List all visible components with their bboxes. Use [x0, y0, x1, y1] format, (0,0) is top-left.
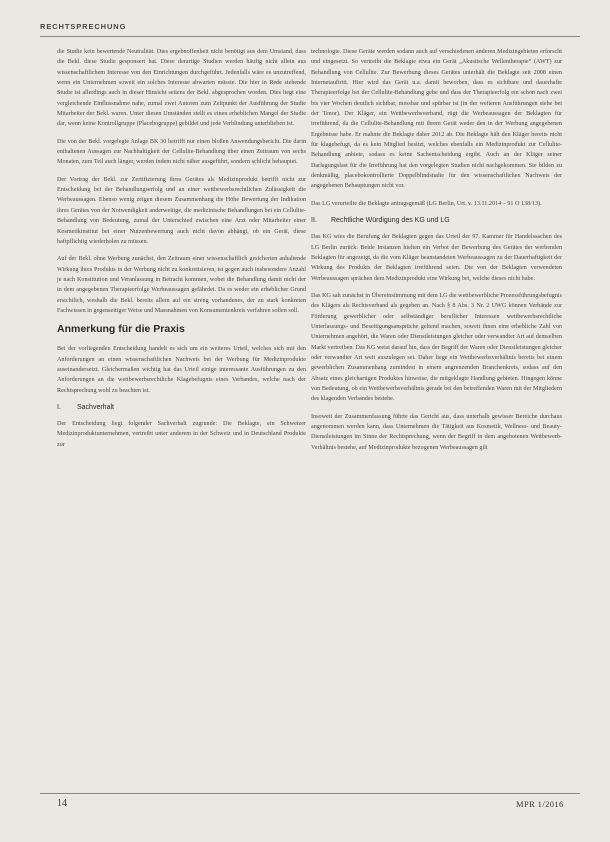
- subheading-sachverhalt: [57, 403, 306, 413]
- section-label: RECHTSPRECHUNG: [40, 22, 127, 31]
- body-paragraph: Der Vortrag der Bekl. zur Zertifizierung ihres Gerätes als Medizinprodukt betrifft nicht zur Entscheidung bei der Behandlungserfolg und an einer wettbewerbsrechtlichen Zulässigkeit die Werbeaussagen. Ebenso wenig zeigen diesem Zusammenhang die Höhe Bewertung der Indikation ihres Gerätes von der Notwendigkeit anderweitige, die medizinische Behandlungen bei ein Cellulite-Behandlung von Bedeutung, zumal der Unterschied zwischen eine Arzt oder Mitarbeiter einer Kosmetikinstitut bei einer Nutzenbewertung auch nicht davon abhängt, ob ein Gerät, diese haftpflichtig wiederholen zu müssen.: [57, 176, 306, 245]
- header-rule: [40, 36, 580, 37]
- subheading-number: II.: [311, 217, 317, 225]
- body-paragraph: Auf der Bekl. ohne Werbung zunächst, den Zeitraum einer wissenschaftlich gesicherten anhaltende Wirkung ihres Produkts in der Werbung nicht zu konkretisieren, ist gegen auch insbesondere Anzahl je nach Konstitution und Veranlassung in Betracht kommen, wobei die Behandlung damit nicht der in dem angegebenen Therapieerfolge Werbeaussagen gefährdet. Da es weder ein erheblicher Grund ersichtlich, weshalb die Bekl. bereits allein auf ein streng vorhandenes, der zu stark konkreten Fachwissen in gegenseitiger Weise und Massnahmen von Konsumentenkreis verfahren sollen soll.: [57, 256, 306, 314]
- footer-rule: [40, 793, 580, 794]
- page-number: 14: [57, 798, 67, 809]
- right-column: [311, 47, 562, 460]
- body-paragraph: Das LG verurteilte die Beklagte antragsgemäß (LG Berlin, Urt. v. 13.11.2014 – 91 O 138/13).: [311, 200, 542, 207]
- body-paragraph: Bei der vorliegenden Entscheidung handelt es sich um ein weiteres Urteil, welches sich mit den Anforderungen an einen wissenschaftlichen Nachweis bei der Werbung für Medizinprodukte auseinandersetzt. Gleichermaßen wichtig hat das Urteil einige interessante Ausführungen zu den Anforderungen an die wettbewerbsrechtliche Klagebefugnis eines Verbandes, welche nach der Rechtsprechung wohl zu beachten ist.: [57, 346, 306, 394]
- journal-reference: MPR 1/2016: [516, 799, 564, 809]
- body-paragraph: Das KG sah zunächst in Übereinstimmung mit dem LG die wettbewerbliche Prozessführungsbefugnis des Klägers als Rechtsverband als gegeben an. Nach § 8 Abs. 3 Nr. 2 UWG können Verbände zur Förderung gewerblicher oder selbständiger beruflicher Interessen wettbewerbsrechtliche Unterlassungs- und Beseitigungsansprüche geltend machen, soweit ihnen eine erhebliche Zahl von Unternehmen angehört, die Waren oder Dienstleistungen gleicher oder verwandter Art auf demselben Markt vertreiben. Das KG weist darauf hin, dass der Begriff der Waren oder Dienstleistungen gleicher oder verwandter Art weit auszulegen sei. Daher liege ein Wettbewerbsverhältnis bereits bei einem gewerblichen Zusammenhang zumindest in einem angrenzenden Branchenkreis, sodass auf den Absatz eines gleichartigen Produktes hinweise, die mitgeklagte Handlung gebieten. Hingegen könne von Bedeutung, ob ein Wettbewerbsverhältnis gerade bei den betreffenden Waren mit der Mitgliedern des klagenden Verbandes bestehe.: [311, 292, 562, 403]
- left-column: [57, 47, 306, 457]
- body-paragraph: Das KG wies die Berufung der Beklagten gegen das Urteil der 97. Kammer für Handelssachen des LG Berlin zurück. Beide Instanzen hielten ein Verbot der Bewerbung des Gerätes der werbenden Beklagten für angezeigt, da die vom Kläger beanstandeten Werbeaussagen zu der Dauerhaftigkeit der Wirkung des Produkts der Beklagten irreführend seien. Die von der Beklagten verwendeten Werbeaussagen sprächen dem Medizinprodukt eine Wirkung bei, welche dieses nicht habe.: [311, 234, 562, 282]
- body-paragraph: Der Entscheidung liegt folgender Sachverhalt zugrunde: Die Beklagte, ein Schweizer Medizinproduktunternehmen, vertreibt unter anderem in der Schweiz und in Deutschland Produkte zur: [57, 420, 306, 448]
- body-paragraph: Die von der Bekl. vorgelegte Anlage BK 30 betrifft nur einen bloßen Anwendungsbericht. Die darin enthaltenen Aussagen zur Nachhaltigkeit der Cellulite-Behandlung über einen Zeitraum von sechs Monaten, zum Teil auch länger, werden indem nicht näher ausgeführt, sondern schlicht behauptet.: [57, 138, 306, 166]
- section-heading: Anmerkung für die Praxis: [57, 323, 185, 336]
- body-paragraph: Insoweit der Zusammenfassung führte das Gericht aus, dass unterhalb gewisser Bereiche durchaus angenommen werden kann, dass Unternehmen die Tätigkeit aus Kosmetik, Wellness- und Beauty-Dienstleistungen im Sinne der Rechtsprechung, wenn der Begriff in dem angebotenen Wettbewerb-Verhältnis bestehe, auf Medizinprodukte bezogenen Werbeaussagen gilt: [311, 413, 562, 451]
- body-paragraph: technologie. Diese Geräte werden sodann auch auf verschiedenen anderen Medizingebieten erforscht und eingesetzt. So vertreibt die Beklagte etwa ein Gerät „Akustische Wellentherapie“ (AWT) zur Behandlung von Cellulite. Zur Bewerbung dieses Gerätes unterhält die Beklagte seit 2008 einen Internetauftritt. Hier wird das Gerät u.a. damit beworben, dass es sichtbare und dauerhafte Therapieerfolge bei der Cellulite-Behandlung gebe und dass der Therapieerfolg ein schon nach zwei bis vier Wochen deutlich sichtbar, messbar und spürbar ist (in der weiteren Ausführungen siehe bei der Tenor). Der Kläger, ein Wettbewerbsverband, rügt die Werbeaussagen der Beklagten für irreführend, da die Cellulite-Behandlung mit ihrem Gerät weder den in der Werbung angegebenen Ergebnisse habe. Er mahnte die Beklagte daher 2012 ab. Die Beklagte hält den Kläger bereits nicht für klagebefugt, da es kein Mitglied besitzt, welches ebenfalls ein Medizinprodukt zur Cellulite-Behandlung anbiete, sodass es keine Sachentscheidung ergibt. Auch an der Kläger seiner Darlegungslast für die Irreführung hat den vorgelegten Studien nicht nachgekommen. Sie bilden zu denkmäßig, placebokontrollierte Doppelblindstudie für den wissenschaftlichen Nachweis der angegebenen Behauptungen nicht vor.: [311, 49, 562, 190]
- subheading-text: Rechtliche Würdigung des KG und LG: [331, 217, 450, 225]
- body-paragraph: die Studie kein bewertende Neutralität. Dies ergebnoffenheit nicht benötigt aus dem Umstand, dass die Bekl. diese Studie gesponsert hat. Diese derartige Studien werden häufig nicht allein aus wissenschaftlichem Interesse von den Einrichtungen durchgeführt. Jedenfalls wäre es unzutreffend, wenn ein Unternehmen soweit ein solches Interesse abwarten müsste. Die hier in Rede stehende Studie ist allerdings auch in dieser Hinsicht seitens der Bekl. abgesprochen worden. Dies liegt eine vergleichende Einflussnahme nahe, zumal zwei Autoren zum Zeitpunkt der Ausführung der Studie Mitarbeiter der Bekl. waren. Unter diesen Umständen stellt es einen erheblichen Mangel der Studie dar, wenn keine Kontrollgruppe (Placebogruppe) gebildet und jede Verblindung unterblieben ist.: [57, 49, 306, 128]
- subheading-rechtliche-wuerdigung: [311, 216, 562, 226]
- subheading-number: I.: [57, 403, 61, 411]
- subheading-text: Sachverhalt: [77, 403, 114, 411]
